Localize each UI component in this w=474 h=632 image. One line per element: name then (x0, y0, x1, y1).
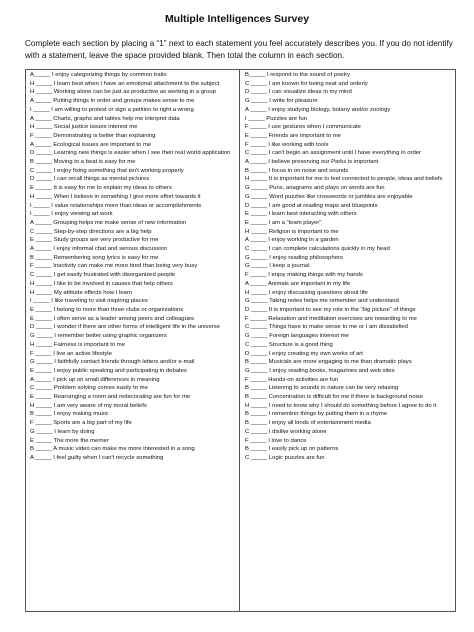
survey-statement: A _____ I pick up on small differences in meaning (30, 376, 160, 383)
survey-statement: A_____ I enjoy categorizing things by common traits (30, 72, 167, 78)
survey-statement: A _____ Grouping helps me make sense of new information (30, 219, 187, 226)
survey-statement: B_____ I respond to the sound of poetry (245, 72, 351, 78)
survey-statement: C _____ I can't begin an assignment until I have everything in order (245, 150, 421, 157)
survey-statement: I _____ I enjoy viewing art work (30, 211, 113, 218)
survey-statement: D _____ I am good at reading maps and blueprints (245, 202, 378, 209)
survey-statement: H _____ Religion is important to me (245, 228, 339, 235)
survey-statement: A _____ Ecological issues are important to me (30, 141, 152, 148)
survey-statement: D _____ It is important to see my role in the “big picture” of things (245, 306, 416, 313)
survey-statement: C _____ Step-by-step directions are a big help (30, 228, 152, 235)
survey-statement: B _____ I focus in on noise and sounds (245, 167, 349, 174)
survey-statement: H _____ Fairness is important to me (30, 341, 125, 348)
survey-statement: B _____ Musicals are more engaging to me than dramatic plays (245, 359, 412, 366)
survey-statement: A _____ I believe preserving our Parks is important (245, 159, 379, 166)
survey-statement: H _____ My attitude effects how I learn (30, 289, 133, 296)
survey-statement: H _____ Social justice issues interest me (30, 124, 138, 131)
survey-statement: F _____ Relaxation and meditation exercises are rewarding to me (245, 315, 417, 322)
survey-statement: F _____ Demonstrating is better than explaining (30, 132, 156, 139)
survey-statement: H _____ Working alone can be just as productive as working in a group (30, 89, 216, 96)
survey-statement: F _____ Inactivity can make me more tired than being very busy (30, 263, 198, 270)
survey-statement: F _____ I use gestures when I communicate (245, 124, 361, 131)
survey-statement: H _____ It is important for me to feel connected to people, ideas and beliefs (245, 176, 443, 183)
survey-statement: A _____ Animals are important in my life (245, 280, 351, 287)
survey-statement: B _____ I remember things by putting them in a rhyme (245, 411, 388, 418)
survey-statement: I _____ I value relationships more than ideas or accomplishments (30, 202, 202, 209)
survey-statement: F _____ Hands-on activities are fun (245, 376, 338, 383)
right-column (241, 70, 455, 611)
survey-statement: C _____ I can complete calculations quickly in my head (245, 246, 390, 253)
survey-statement: B _____ Remembering song lyrics is easy for me (30, 254, 159, 261)
survey-statement: I _____ Puzzles are fun (245, 115, 307, 122)
survey-statement: E _____ I learn best interacting with others (245, 211, 357, 218)
survey-statement: C _____ I enjoy fixing something that isn't working properly (30, 167, 184, 174)
survey-statement: E _____ Rearranging a room and redecorating are fun for me (30, 394, 191, 401)
instructions-text: Complete each section by placing a “1” next to each statement you feel accurately describes you. If you do not identify with a statement, leave the space provided blank. Then total the column in each section. (25, 39, 453, 60)
survey-statement: C _____ I get easily frustrated with disorganized people (30, 272, 176, 279)
survey-statement: G _____ I enjoy reading books, magazines and web sites (245, 367, 395, 374)
survey-statement: A _____ I feel guilty when I can't recycle something (30, 454, 164, 461)
survey-statement: B _____ A music video can make me more interested in a song (30, 446, 195, 453)
survey-statement: C _____ I am known for being neat and orderly (245, 80, 368, 87)
survey-statement: E _____ It is easy for me to explain my ideas to others (30, 185, 172, 192)
survey-statement: C _____ I dislike working alone (245, 428, 327, 435)
survey-statement: C _____ Things have to make sense to me or I am dissatisfied (245, 324, 408, 331)
survey-statement: E _____ The more the merrier (30, 437, 109, 444)
survey-statement: H _____ I am very aware of my moral beliefs (30, 402, 147, 409)
survey-statement: C _____ Logic puzzles are fun (245, 454, 325, 461)
survey-statement: G _____ I write for pleasure (245, 98, 318, 105)
survey-statement: B _____ Concentration is difficult for me if there is background noise (245, 394, 424, 401)
survey-statement: G _____ Foreign languages interest me (245, 333, 349, 340)
survey-statement: G _____ I enjoy reading philosophers (245, 254, 343, 261)
survey-statement: F _____ I enjoy making things with my hands (245, 272, 363, 279)
survey-statement: E _____ Study groups are very productive for me (30, 237, 159, 244)
survey-statement: H _____ I like to be involved in causes that help others (30, 280, 173, 287)
survey-statement: F _____ Sports are a big part of my life (30, 420, 132, 427)
survey-statement: H _____ I need to know why I should do something before I agree to do it (245, 402, 437, 409)
survey-table (25, 69, 456, 612)
survey-statement: G _____ I faithfully contact friends through letters and/or e-mail (30, 359, 195, 366)
left-column (26, 70, 240, 611)
survey-statement: D _____ Learning new things is easier when I see their real world application (30, 150, 231, 157)
survey-statement: I _____ I like traveling to visit inspiring places (30, 298, 148, 305)
survey-statement: E _____ I often serve as a leader among peers and colleagues (30, 315, 195, 322)
survey-statement: F _____ I like working with tools (245, 141, 329, 148)
survey-statement: A _____ Charts, graphs and tables help me interpret data (30, 115, 180, 122)
survey-statement: C _____ Structure is a good thing (245, 341, 333, 348)
survey-statement: G _____ Word puzzles like crosswords or jumbles are enjoyable (245, 193, 413, 200)
survey-statement: I _____ I am willing to protest or sign a petition to right a wrong (30, 106, 194, 113)
survey-statement: G _____ Puns, anagrams and plays on words are fun (245, 185, 385, 192)
survey-statement: G _____ I keep a journal (245, 263, 310, 270)
survey-statement: E _____ Friends are important to me (245, 132, 341, 139)
survey-statement: B _____ Moving to a beat is easy for me (30, 159, 136, 166)
survey-statement: E _____ I belong to more than three clubs or organizations (30, 306, 184, 313)
survey-statement: B _____ I enjoy all kinds of entertainment media (245, 420, 371, 427)
survey-statement: A _____ I enjoy studying biology, botany and/or zoology (245, 106, 391, 113)
survey-statement: H _____ I learn best when I have an emotional attachment to the subject (30, 80, 220, 87)
survey-statement: B _____ Listening to sounds in nature can be very relaxing (245, 385, 399, 392)
survey-statement: A _____ I enjoy working in a garden (245, 237, 339, 244)
survey-statement: F _____ I love to dance (245, 437, 307, 444)
survey-statement: B _____ I enjoy making music (30, 411, 109, 418)
survey-statement: G _____ Taking notes helps me remember and understand (245, 298, 399, 305)
survey-statement: D _____ I wonder if there are other forms of intelligent life in the universe (30, 324, 220, 331)
survey-statement: D _____ I enjoy creating my own works of art (245, 350, 363, 357)
survey-statement: C _____ Problem solving comes easily to me (30, 385, 148, 392)
survey-statement: A _____ Putting things in order and groups makes sense to me (30, 98, 195, 105)
survey-statement: E _____ I am a “team player” (245, 219, 322, 226)
survey-statement: H _____ When I believe in something I give more effort towards it (30, 193, 201, 200)
survey-statement: D _____ I can recall things as mental pictures (30, 176, 150, 183)
survey-statement: F _____ I live an active lifestyle (30, 350, 112, 357)
survey-statement: A _____ I enjoy informal chat and serious discussion (30, 246, 168, 253)
survey-statement: B _____ I easily pick up on patterns (245, 446, 339, 453)
survey-statement: H _____ I enjoy discussing questions about life (245, 289, 368, 296)
survey-statement: G _____ I remember better using graphic organizers (30, 333, 167, 340)
survey-statement: E _____ I enjoy public speaking and participating in debates (30, 367, 187, 374)
page-title: Multiple Intelligences Survey (164, 13, 310, 25)
survey-statement: D _____ I can visualize ideas in my mind (245, 89, 352, 96)
survey-statement: G _____ I learn by doing (30, 428, 95, 435)
